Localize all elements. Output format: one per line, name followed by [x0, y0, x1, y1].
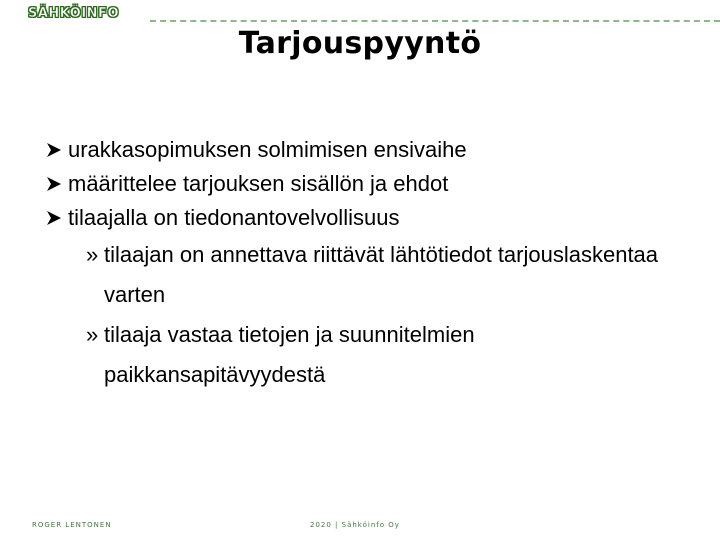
- bullet-text: urakkasopimuksen solmimisen ensivaihe: [68, 137, 467, 162]
- arrow-bullet-icon: [46, 133, 68, 167]
- slide-title: Tarjouspyyntö: [238, 26, 482, 61]
- logo-text: SÄHKÖINFO: [28, 5, 119, 21]
- bullet-list: [46, 133, 686, 395]
- footer-author: ROGER LENTONEN: [32, 521, 112, 529]
- header-dashed-divider: [150, 20, 720, 22]
- sub-bullet-item: [86, 235, 686, 315]
- bullet-item: [46, 201, 686, 235]
- sub-bullet-marker: »: [86, 242, 99, 267]
- arrow-bullet-icon: [46, 167, 68, 201]
- bullet-item: [46, 133, 686, 167]
- bullet-item: [46, 167, 686, 201]
- footer-copyright: 2020 | Sähköinfo Oy: [310, 521, 400, 529]
- arrow-bullet-icon: [46, 201, 68, 235]
- sub-bullet-marker: »: [86, 322, 99, 347]
- sub-bullet-text: tilaajan on annettava riittävät lähtötiedot tarjouslaskentaa varten: [104, 242, 659, 307]
- sub-bullet-text: tilaaja vastaa tietojen ja suunnitelmien paikkansapitävyydestä: [104, 322, 475, 387]
- sahkoinfo-logo: [28, 3, 119, 23]
- sub-bullet-item: [86, 315, 686, 395]
- bullet-text: tilaajalla on tiedonantovelvollisuus: [68, 205, 400, 230]
- bullet-text: määrittelee tarjouksen sisällön ja ehdot: [68, 171, 449, 196]
